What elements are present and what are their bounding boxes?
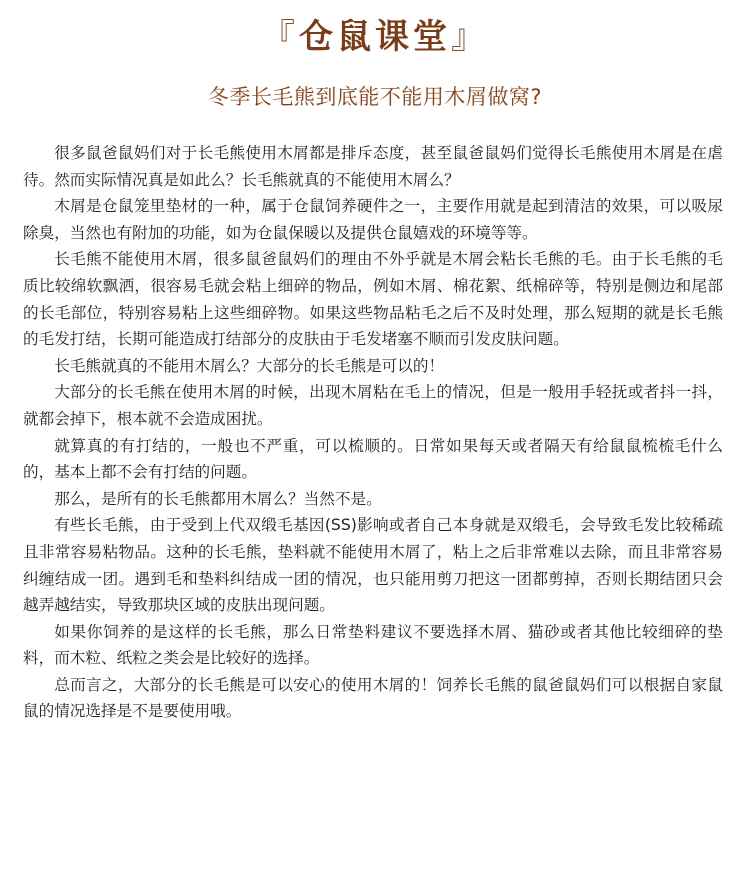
brand-title [261, 8, 489, 66]
brand-bracket-close: 』 [451, 17, 489, 57]
paragraph: 大部分的长毛熊在使用木屑的时候，出现木屑粘在毛上的情况，但是一般用手轻抚或者抖一抖，就都会掉下，根本就不会造成困扰。 [23, 383, 723, 428]
brand-name: 仓鼠课堂 [299, 17, 451, 57]
header [0, 8, 750, 112]
paragraph: 如果你饲养的是这样的长毛熊，那么日常垫料建议不要选择木屑、猫砂或者其他比较细碎的垫料，而木粒、纸粒之类会是比较好的选择。 [23, 622, 723, 668]
article-title: 冬季长毛熊到底能不能用木屑做窝? [207, 85, 543, 109]
paragraph: 长毛熊就真的不能用木屑么？大部分的长毛熊是可以的！ [54, 356, 445, 375]
paragraph: 木屑是仓鼠笼里垫材的一种，属于仓鼠饲养硬件之一，主要作用就是起到清洁的效果，可以吸尿除臭，当然也有附加的功能，如为仓鼠保暖以及提供仓鼠嬉戏的环境等等。 [23, 197, 723, 242]
paragraph: 总而言之，大部分的长毛熊是可以安心的使用木屑的！饲养长毛熊的鼠爸鼠妈们可以根据自家鼠鼠的情况选择是不是要使用哦。 [23, 675, 723, 721]
paragraph: 那么，是所有的长毛熊都用木屑么？当然不是。 [54, 489, 382, 508]
article-body [23, 140, 723, 725]
paragraph: 就算真的有打结的，一般也不严重，可以梳顺的。日常如果每天或者隔天有给鼠鼠梳梳毛什么的，基本上都不会有打结的问题。 [23, 436, 723, 482]
paragraph: 长毛熊不能使用木屑，很多鼠爸鼠妈们的理由不外乎就是木屑会粘长毛熊的毛。由于长毛熊的毛质比较绵软飘洒，很容易毛就会粘上细碎的物品，例如木屑、棉花絮、纸棉碎等，特别是侧边和尾部的长毛部位，特别容易粘上这些细碎物。如果这些物品粘毛之后不及时处理，那么短期的就是长毛熊的毛发打结，长期可能造成打结部分的皮肤由于毛发堵塞不顺而引发皮肤问题。 [23, 250, 723, 349]
paragraph: 很多鼠爸鼠妈们对于长毛熊使用木屑都是排斥态度，甚至鼠爸鼠妈们觉得长毛熊使用木屑是在虐待。然而实际情况真是如此么？长毛熊就真的不能使用木屑么？ [23, 144, 723, 189]
brand-bracket-open: 『 [261, 17, 299, 57]
paragraph: 有些长毛熊，由于受到上代双缎毛基因(SS)影响或者自己本身就是双缎毛，会导致毛发比较稀疏且非常容易粘物品。这种的长毛熊，垫料就不能使用木屑了，粘上之后非常难以去除，而且非常容易纠缠结成一团。遇到毛和垫料纠结成一团的情况，也只能用剪刀把这一团都剪掉，否则长期结团只会越弄越结实，导致那块区域的皮肤出现问题。 [23, 516, 723, 615]
